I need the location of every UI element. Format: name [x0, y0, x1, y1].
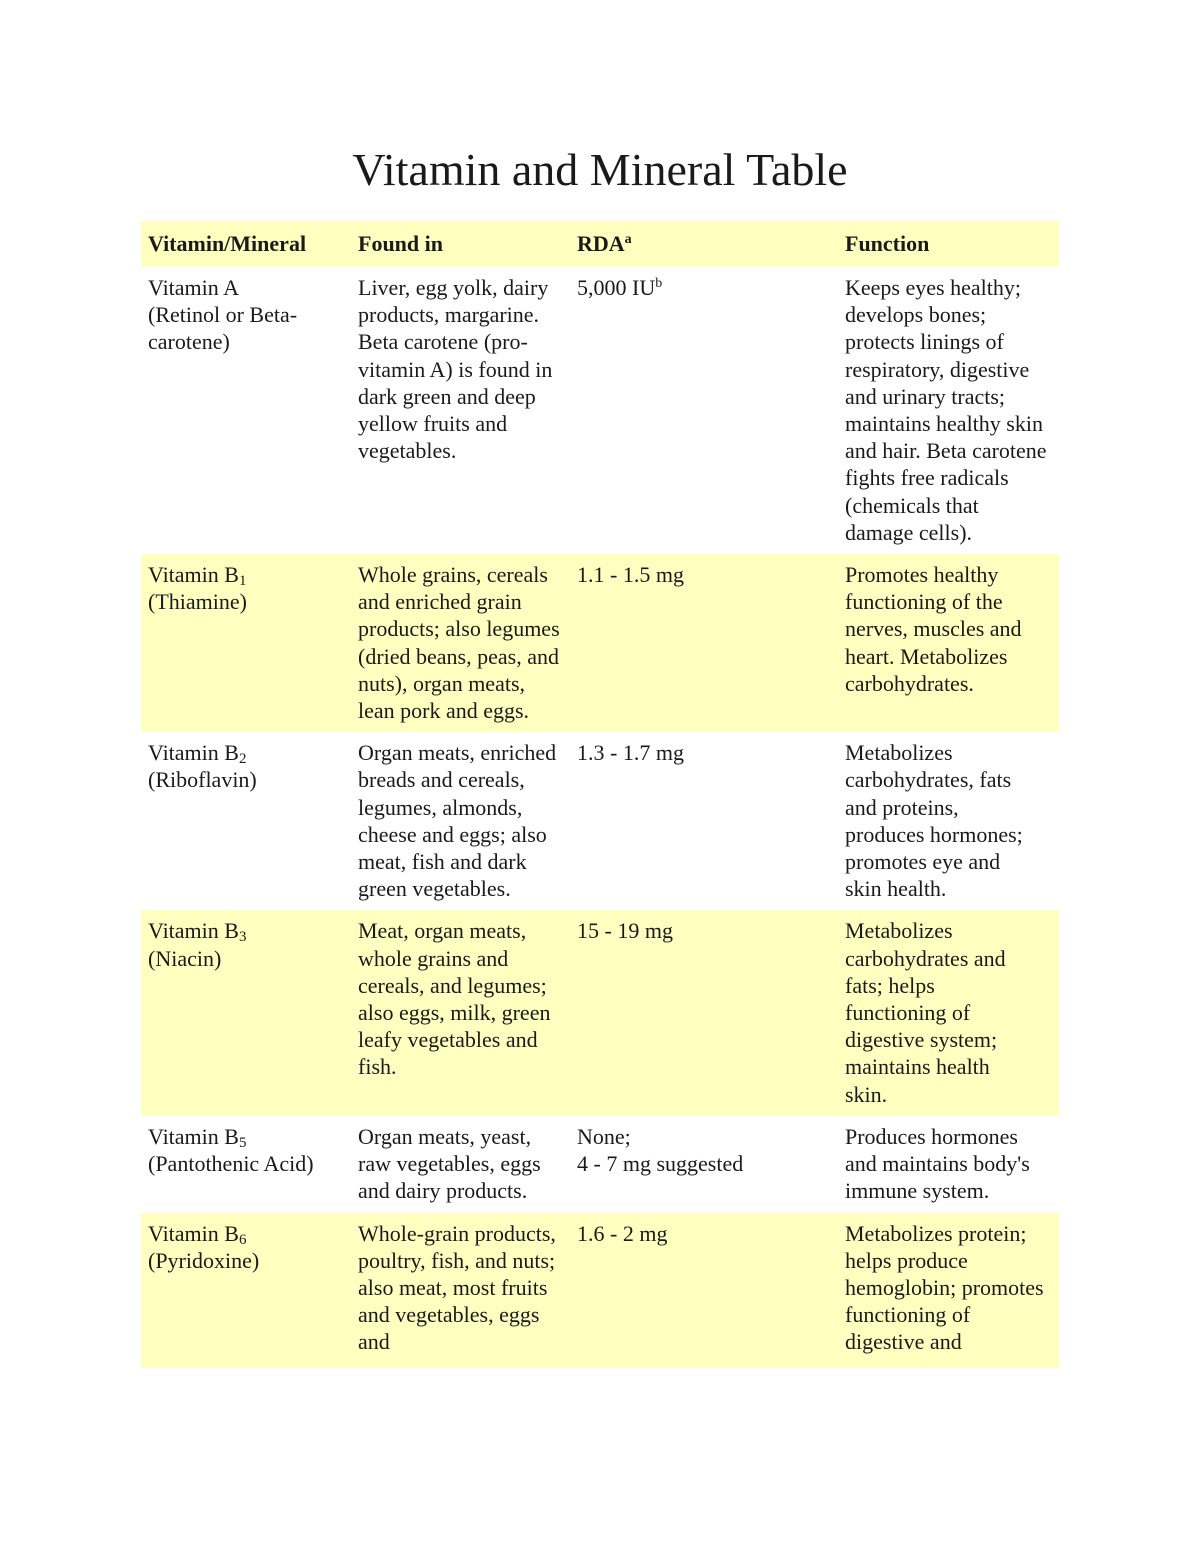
function-text: Metabolizes carbohydrates and fats; helps functioning of digestive system; maintains health skin. [845, 918, 1006, 1107]
table-row [141, 1116, 1059, 1213]
found-in-cell [351, 910, 570, 1115]
rda-footnote: b [655, 276, 663, 291]
rda-cell [570, 910, 838, 1115]
header-function: Function [838, 221, 1059, 267]
vitamin-name: Vitamin B [148, 740, 239, 766]
vitamin-subscript: 5 [238, 1134, 247, 1151]
rda-value: 1.6 - 2 mg [577, 1220, 668, 1246]
function-text: Keeps eyes healthy; develops bones; protects linings of respiratory, digestive and urinary tracts; maintains healthy skin and hair. Beta carotene fights free radicals (chemicals that damage cells). [845, 275, 1047, 545]
vitamin-name-cell [141, 732, 351, 910]
table-row [141, 910, 1059, 1115]
found-in-cell [351, 554, 570, 732]
vitamin-alt-name: (Pantothenic Acid) [148, 1151, 314, 1177]
table-row [141, 732, 1059, 910]
table-row [141, 267, 1059, 554]
function-text: Produces hormones and maintains body's immune system. [845, 1123, 1030, 1204]
header-rda-footnote: a [624, 232, 632, 248]
function-text: Promotes healthy functioning of the nerves, muscles and heart. Metabolizes carbohydrates. [845, 562, 1022, 696]
function-cell [838, 732, 1059, 910]
rda-cell [570, 267, 838, 554]
vitamin-subscript: 2 [238, 751, 247, 768]
found-in-cell [351, 267, 570, 554]
rda-cell [570, 732, 838, 910]
vitamin-name-cell [141, 554, 351, 732]
vitamin-name-cell [141, 1213, 351, 1368]
vitamin-name: Vitamin B [148, 1220, 239, 1246]
vitamin-name: Vitamin B [148, 562, 239, 588]
found-in-cell [351, 1213, 570, 1368]
header-vitamin-mineral: Vitamin/Mineral [141, 221, 351, 267]
function-cell [838, 1213, 1059, 1368]
function-cell [838, 1116, 1059, 1213]
vitamin-name-cell [141, 267, 351, 554]
function-cell [838, 554, 1059, 732]
page-title: Vitamin and Mineral Table [352, 144, 848, 195]
rda-cell [570, 554, 838, 732]
rda-value: 1.1 - 1.5 mg [577, 562, 684, 588]
found-in-text: Whole-grain products, poultry, fish, and nuts; also meat, most fruits and vegetables, eggs and [358, 1220, 556, 1355]
header-rda [570, 221, 838, 267]
vitamin-alt-name: (Thiamine) [148, 589, 247, 615]
function-cell [838, 910, 1059, 1115]
found-in-text: Liver, egg yolk, dairy products, margarine. Beta carotene (pro-vitamin A) is found in dark green and deep yellow fruits and vegetables. [358, 275, 553, 464]
header-rda-label: RDA [577, 231, 625, 257]
vitamin-alt-name: (Retinol or Beta-carotene) [148, 302, 298, 355]
vitamin-mineral-table [141, 221, 1059, 1368]
rda-value: 15 - 19 mg [577, 918, 673, 944]
vitamin-subscript: 1 [238, 573, 247, 590]
vitamin-name: Vitamin A [148, 275, 239, 300]
rda-value: 1.3 - 1.7 mg [577, 740, 684, 766]
rda-cell [570, 1213, 838, 1368]
table-row [141, 554, 1059, 732]
vitamin-name: Vitamin B [148, 1123, 239, 1149]
function-cell [838, 267, 1059, 554]
found-in-text: Meat, organ meats, whole grains and cereals, and legumes; also eggs, milk, green leafy vegetables and fish. [358, 918, 551, 1080]
found-in-text: Organ meats, yeast, raw vegetables, eggs and dairy products. [358, 1123, 541, 1204]
vitamin-subscript: 6 [238, 1231, 247, 1248]
vitamin-alt-name: (Niacin) [148, 945, 222, 971]
vitamin-subscript: 3 [238, 929, 247, 946]
found-in-cell [351, 1116, 570, 1213]
vitamin-alt-name: (Riboflavin) [148, 767, 257, 793]
rda-value: None; [577, 1123, 631, 1149]
function-text: Metabolizes protein; helps produce hemoglobin; promotes functioning of digestive and [845, 1220, 1044, 1355]
rda-cell [570, 1116, 838, 1213]
header-found-in: Found in [351, 221, 570, 267]
vitamin-name: Vitamin B [148, 918, 239, 944]
rda-suggested: 4 - 7 mg suggested [577, 1151, 744, 1177]
table-row [141, 1213, 1059, 1368]
vitamin-name-cell [141, 910, 351, 1115]
found-in-text: Whole grains, cereals and enriched grain products; also legumes (dried beans, peas, and nuts), organ meats, lean pork and eggs. [358, 562, 560, 724]
rda-value: 5,000 IU [577, 275, 656, 300]
vitamin-name-cell [141, 1116, 351, 1213]
function-text: Metabolizes carbohydrates, fats and proteins, produces hormones; promotes eye and skin health. [845, 740, 1023, 902]
found-in-cell [351, 732, 570, 910]
found-in-text: Organ meats, enriched breads and cereals, legumes, almonds, cheese and eggs; also meat, fish and dark green vegetables. [358, 740, 557, 902]
vitamin-alt-name: (Pyridoxine) [148, 1247, 260, 1273]
table-header-row [141, 221, 1059, 267]
